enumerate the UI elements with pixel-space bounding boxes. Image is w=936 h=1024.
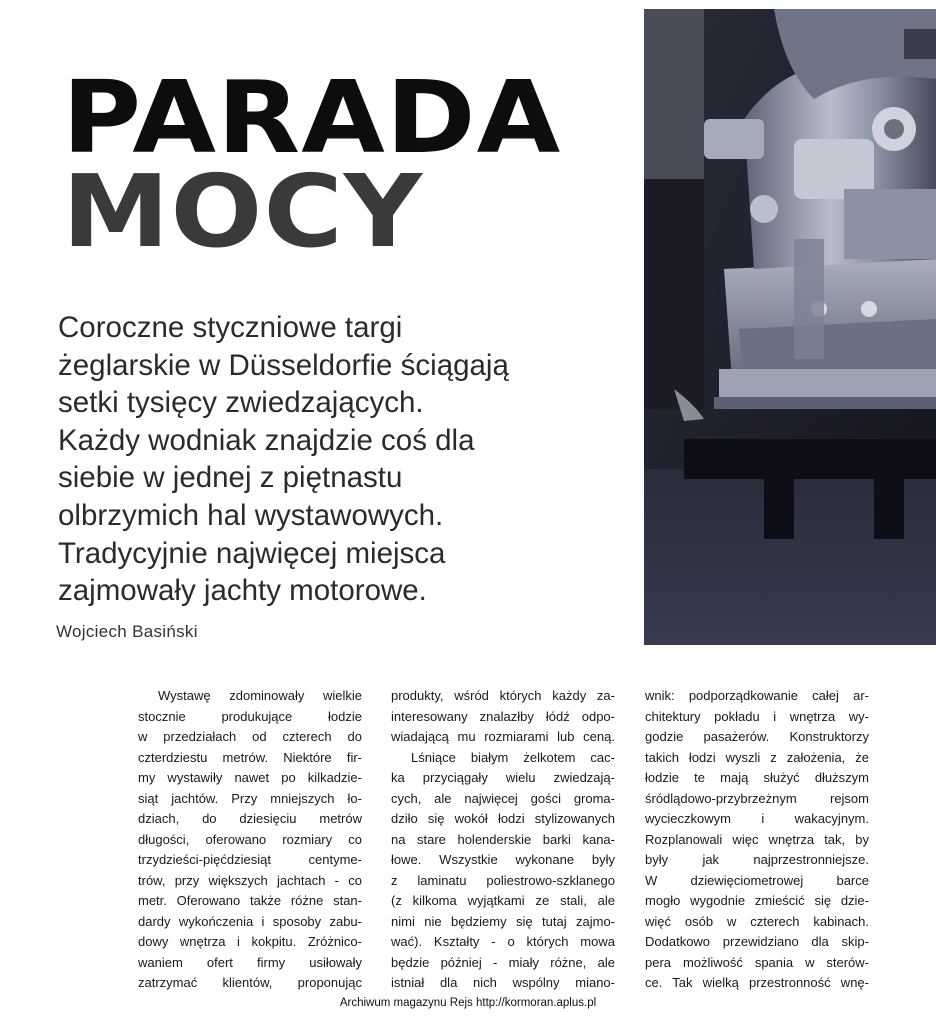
column-line: nimi nie będziemy się tutaj zajmo- [391,913,615,929]
column-line: dziło się wokół łodzi stylizowanych [391,811,615,826]
column-line: cych, ale najwięcej gości groma- [391,790,615,806]
column-line: istniał dla nich wspólny miano- [391,975,615,990]
column-line: dardy wykończenia i sposoby zabu- [138,913,362,929]
article-title-line-1: PARADA [62,59,562,176]
column-line: produkty, wśród których każdy za- [391,688,615,703]
column-line: więć osób w czterech kabinach. [645,913,869,929]
column-line: metr. Oferowano także różne stan- [138,893,362,908]
column-line: chitektury pokładu i wnętrza wy- [645,708,869,724]
column-line: wnik: podporządkowanie całej ar- [645,688,869,703]
lead-line: Coroczne styczniowe targi [58,311,403,344]
column-line: ka przyciągały wielu zwiedzają- [391,770,615,785]
column-line: siąt jachtów. Przy mniejszych ło- [138,790,362,806]
article-column-1 [138,686,362,994]
column-line: czterdziestu metrów. Niektóre fir- [138,749,362,765]
column-line: dziach, do dziesięciu metrów [138,811,362,826]
column-line: takich łodzi wyszli z założenia, że [645,749,869,765]
column-line: Dodatkowo przewidziano dla skip- [645,934,869,949]
column-line: wycieczkowym i wakacyjnym. [645,811,869,826]
article-column-3 [645,686,869,994]
lead-line: siebie w jednej z piętnastu [58,461,403,495]
column-line: na stare holenderskie barki kana- [391,831,615,847]
article-lead [58,309,638,610]
column-line: Lśniące białym żelkotem cac- [411,749,615,765]
column-line: ce. Tak wielką przestronność wnę- [645,975,869,990]
column-line: długości, oferowano rozmiary co [138,831,362,847]
article-author: Wojciech Basiński [56,622,198,641]
column-line: Rozplanowali więc wnętrza tak, by [645,831,869,847]
column-line: były jak najprzestronniejsze. [645,852,869,867]
column-line: wiadającą mu rozmiarami lub ceną. [391,729,615,744]
column-line: stocznie produkujące łodzie [138,708,362,724]
column-line: łodzie te mają służyć dłuższym [645,770,869,785]
lead-line: Każdy wodniak znajdzie coś dla [58,423,475,457]
article-title-line-2: MOCY [62,153,424,270]
lead-line: żeglarskie w Düsseldorfie ściągają [58,348,509,382]
column-line: godzie pasażerów. Konstruktorzy [645,729,869,744]
column-line: trów, przy większych jachtach - co [138,872,362,888]
column-line: w przedziałach od czterech do [138,729,362,744]
column-line: pera możliwość spania w sterów- [645,954,869,970]
column-line: mogło wygodnie zmieścić się dzie- [645,893,869,908]
lead-line: Tradycyjnie najwięcej miejsca [58,536,446,570]
column-line: interesowany znalazłby łódź odpo- [391,708,615,724]
column-line: z laminatu poliestrowo-szklanego [391,872,615,888]
column-line: będzie później - miały różne, ale [391,954,615,970]
lead-line: olbrzymich hal wystawowych. [58,498,444,532]
archive-footer: Archiwum magazynu Rejs http://kormoran.aplus.pl [339,997,597,1009]
column-line: W dziewięciometrowej barce [645,872,869,888]
column-line: dowy wnętrza i kokpitu. Zróżnico- [138,934,362,949]
column-line: my wystawiły nawet po kilkadzie- [138,770,362,785]
column-line: łowe. Wszystkie wykonane były [391,852,615,867]
engine-photo [644,9,936,645]
column-line: wać). Kształty - o których mowa [391,934,615,949]
article-column-2 [391,686,615,994]
column-line: Wystawę zdominowały wielkie [158,688,362,703]
lead-line: zajmowały jachty motorowe. [58,574,427,608]
column-line: waniem ofert firmy usiłowały [138,954,362,970]
column-line: śródlądowo-przybrzeżnym rejsom [645,790,869,806]
column-line: trzydzieści-pięćdziesiąt centyme- [138,852,362,867]
column-line: zatrzymać klientów, proponując [138,975,362,990]
column-line: (z kilkoma wyjątkami ze stali, ale [391,893,615,908]
lead-line: setki tysięcy zwiedzających. [58,386,424,420]
